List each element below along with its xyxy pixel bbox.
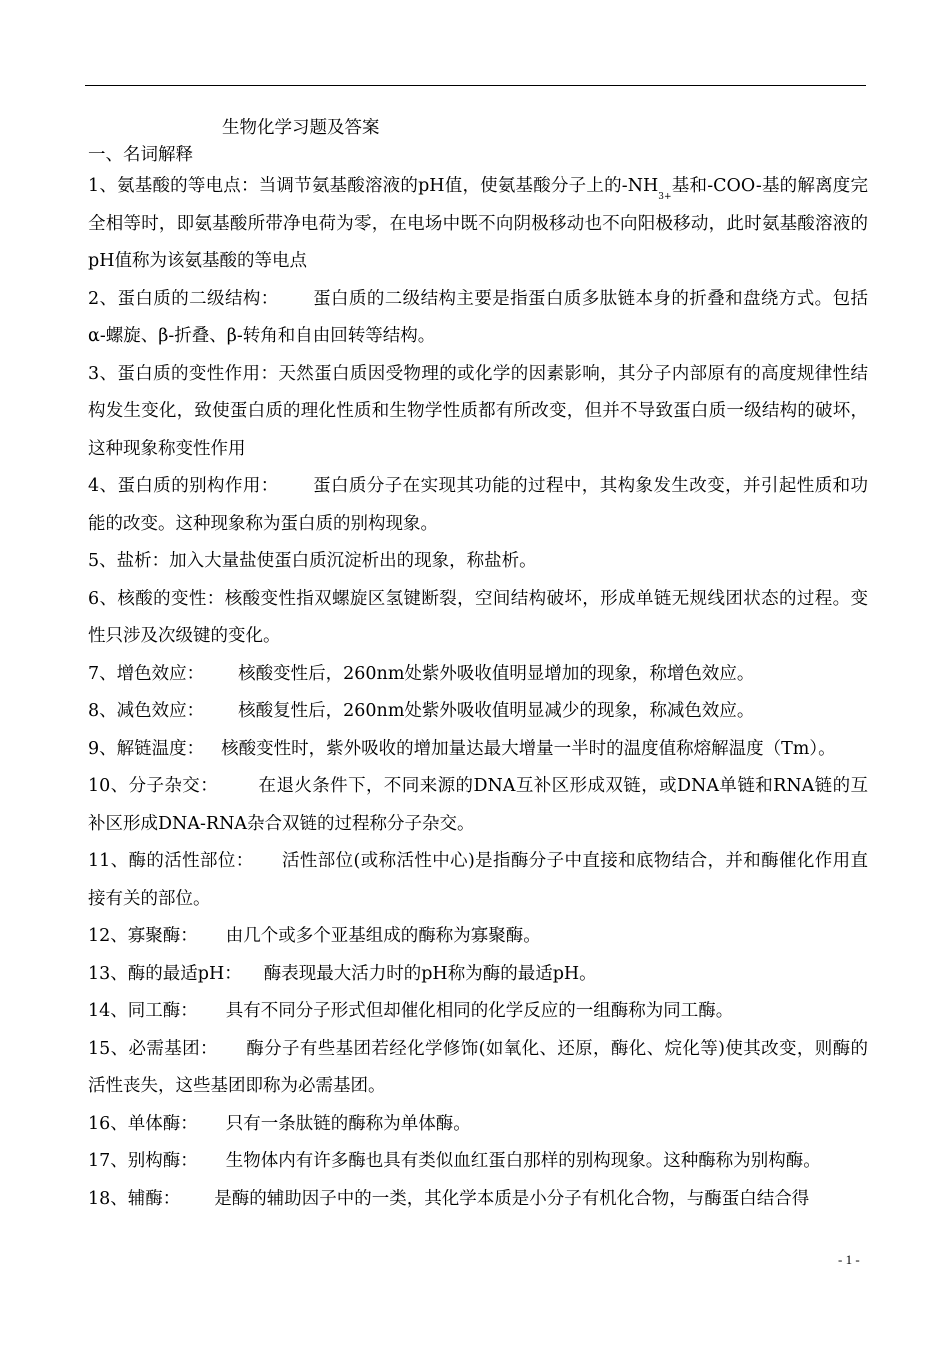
definition-entry-10: [88, 768, 868, 843]
definition-entry-17: [88, 1143, 868, 1181]
term: 17、别构酶：: [88, 1151, 198, 1171]
term: 18、辅酶：: [88, 1188, 181, 1209]
definition-entry-2: [88, 281, 868, 356]
definition-text: 加入大量盐使蛋白质沉淀析出的现象，称盐析。: [169, 551, 537, 571]
definition-text: 当调节氨基酸溶液的pH值，使氨基酸分子上的-NH: [258, 176, 659, 196]
definition-entry-15: [88, 1031, 868, 1106]
definition-text: 活性部位(或称活性中心)是指酶分子中直接和底物结合，并和酶催化作用直接有关的部位。: [88, 851, 868, 909]
definition-text: 核酸变性指双螺旋区氢键断裂，空间结构破坏，形成单链无规线团状态的过程。变性只涉及次级键的变化。: [88, 588, 869, 646]
definition-entry-16: [88, 1106, 868, 1144]
definition-entry-8: [88, 693, 868, 731]
definition-text: 酶分子有些基团若经化学修饰(如氧化、还原，酶化、烷化等)使其改变，则酶的活性丧失，这些基团即称为必需基团。: [88, 1038, 868, 1096]
definition-text: 核酸变性时，紫外吸收的增加量达最大增量一半时的温度值称熔解温度（Tm）。: [221, 738, 836, 759]
term: 8、减色效应：: [88, 701, 205, 721]
term: 11、酶的活性部位：: [88, 851, 254, 871]
definition-entry-14: [88, 993, 868, 1031]
header-rule: [85, 85, 866, 86]
definition-entry-12: [88, 918, 868, 956]
definition-entry-7: [88, 656, 868, 694]
definition-text: 蛋白质的二级结构主要是指蛋白质多肽链本身的折叠和盘绕方式。包括α-螺旋、β-折叠、β-转角和自由回转等结构。: [88, 288, 868, 346]
term: 16、单体酶：: [88, 1113, 198, 1134]
term: 14、同工酶：: [88, 1001, 198, 1021]
definition-text: 只有一条肽链的酶称为单体酶。: [225, 1113, 471, 1134]
definition-text: 由几个或多个亚基组成的酶称为寡聚酶。: [225, 926, 541, 946]
definition-entry-9: [88, 731, 868, 769]
definition-entry-3: [88, 356, 868, 469]
definition-text: 天然蛋白质因受物理的或化学的因素影响，其分子内部原有的高度规律性结构发生变化，致使蛋白质的理化性质和生物学性质都有所改变，但并不导致蛋白质一级结构的破坏，这种现象称变性作用: [88, 363, 869, 459]
term: 13、酶的最适pH：: [88, 963, 242, 984]
section-heading: 一、名词解释: [88, 145, 193, 165]
definition-text-continued: 基和-COO-基的解离度完全相等时，即氨基酸所带净电荷为零，在电场中既不向阴极移动也不向阳极移动，此时氨基酸溶液的pH值称为该氨基酸的等电点: [88, 176, 868, 271]
superscript: +: [664, 192, 672, 202]
term: 6、核酸的变性：: [88, 588, 225, 609]
term: 12、寡聚酶：: [88, 926, 198, 946]
definition-text: 蛋白质分子在实现其功能的过程中，其构象发生改变，并引起性质和功能的改变。这种现象称为蛋白质的别构现象。: [88, 476, 868, 534]
definition-entry-13: [88, 956, 868, 994]
definition-text: 具有不同分子形式但却催化相同的化学反应的一组酶称为同工酶。: [225, 1001, 734, 1021]
definition-text: 酶表现最大活力时的pH称为酶的最适pH。: [263, 963, 597, 984]
term: 7、增色效应：: [88, 663, 205, 684]
definition-text: 核酸变性后，260nm处紫外吸收值明显增加的现象，称增色效应。: [238, 663, 755, 684]
definition-entry-11: [88, 843, 868, 918]
term: 4、蛋白质的别构作用：: [88, 476, 279, 496]
definition-text: 是酶的辅助因子中的一类，其化学本质是小分子有机化合物，与酶蛋白结合得: [214, 1188, 810, 1209]
definition-entry-4: [88, 468, 868, 543]
definition-entry-18: [88, 1181, 868, 1219]
definition-entry-5: [88, 543, 868, 581]
term: 5、盐析：: [88, 551, 170, 571]
definition-text: 核酸复性后，260nm处紫外吸收值明显减少的现象，称减色效应。: [238, 701, 755, 721]
definition-text: 在退火条件下，不同来源的DNA互补区形成双链，或DNA单链和RNA链的互补区形成DNA-RNA杂合双链的过程称分子杂交。: [88, 776, 868, 834]
term: 1、氨基酸的等电点：: [88, 176, 259, 196]
definition-entry-6: [88, 581, 868, 656]
document-title: 生物化学习题及答案: [222, 118, 380, 138]
subscript: 3: [658, 192, 665, 202]
term: 3、蛋白质的变性作用：: [88, 363, 279, 384]
definition-text: 生物体内有许多酶也具有类似血红蛋白那样的别构现象。这种酶称为别构酶。: [225, 1151, 821, 1171]
page-number: - 1 -: [838, 1252, 860, 1267]
definition-list: [88, 168, 868, 1218]
term: 10、分子杂交：: [88, 776, 219, 796]
term: 15、必需基团：: [88, 1038, 218, 1059]
term: 2、蛋白质的二级结构：: [88, 288, 279, 309]
term: 9、解链温度：: [88, 738, 205, 759]
definition-entry-1: [88, 168, 868, 281]
